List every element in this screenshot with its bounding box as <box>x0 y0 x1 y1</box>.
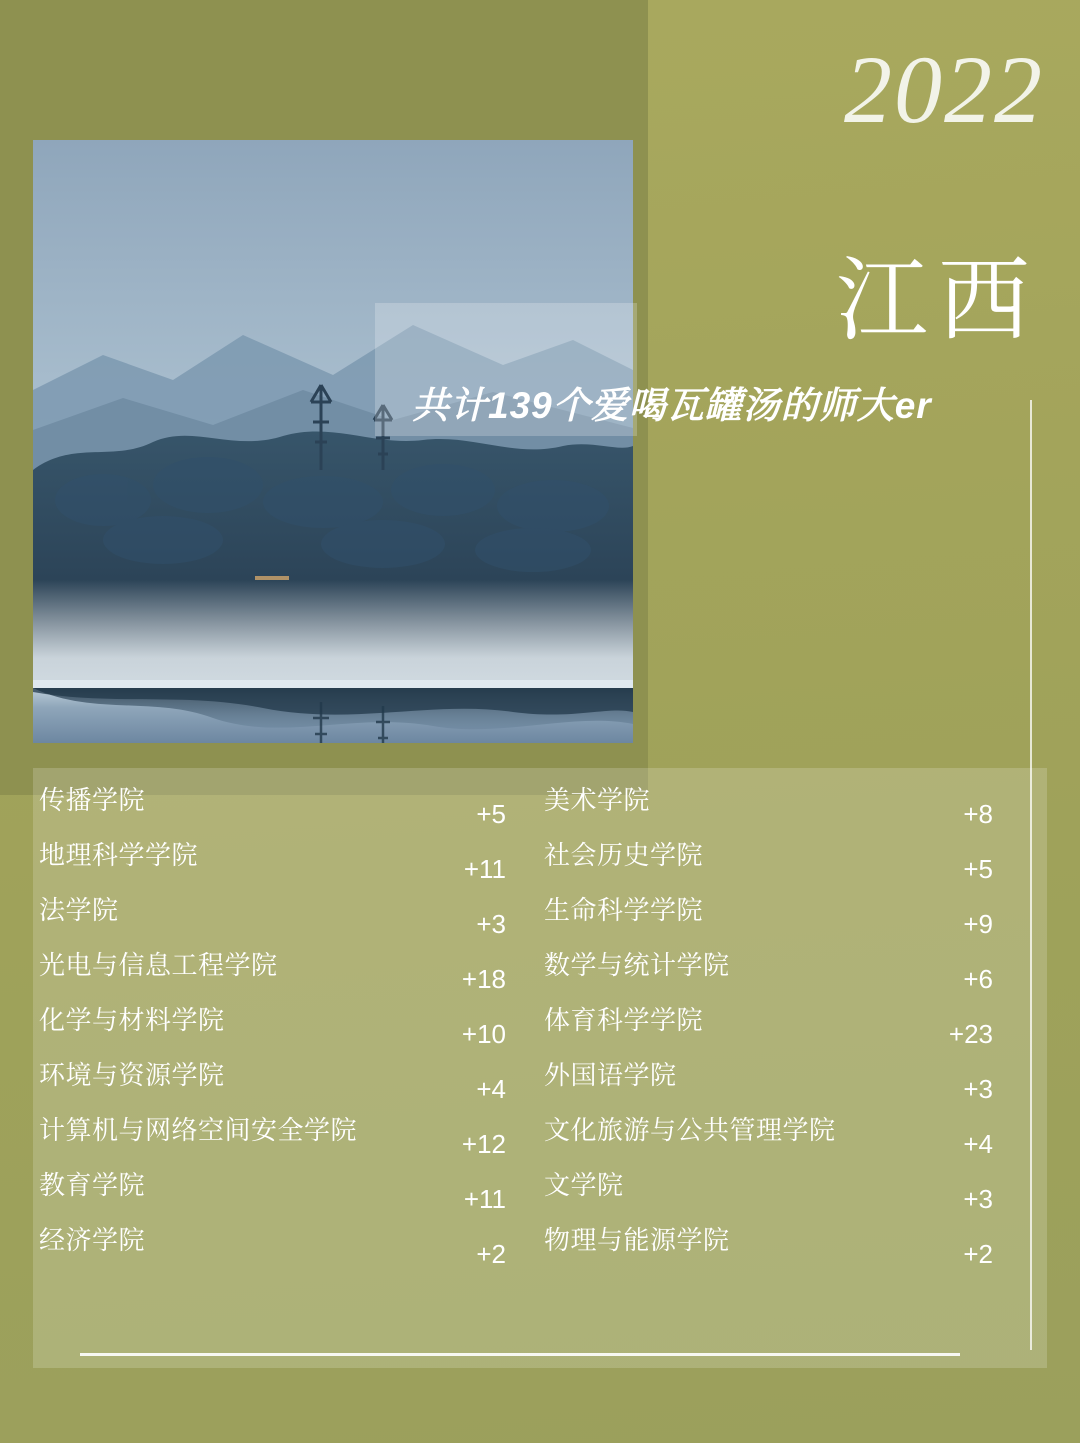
college-name: 教育学院 <box>39 1170 146 1200</box>
college-name: 传播学院 <box>39 785 146 815</box>
college-name: 美术学院 <box>544 785 651 815</box>
list-item <box>544 1110 1047 1165</box>
college-count: +6 <box>963 964 993 994</box>
landscape-photo <box>33 140 633 743</box>
college-count: +9 <box>963 909 993 939</box>
college-count: +5 <box>963 854 993 884</box>
list-item <box>544 890 1047 945</box>
list-item <box>37 1000 540 1055</box>
list-item <box>544 945 1047 1000</box>
college-name: 社会历史学院 <box>544 840 704 870</box>
list-item <box>37 1110 540 1165</box>
college-count: +23 <box>948 1019 993 1049</box>
list-item <box>37 780 540 835</box>
college-name: 体育科学学院 <box>544 1005 704 1035</box>
landscape-photo-graphic <box>33 140 633 743</box>
list-item <box>544 1000 1047 1055</box>
subtitle-text: 共计139个爱喝瓦罐汤的师大er <box>412 385 932 426</box>
list-item <box>544 1055 1047 1110</box>
college-count: +18 <box>461 964 506 994</box>
college-column-left <box>33 780 540 1275</box>
college-count: +4 <box>963 1129 993 1159</box>
list-item <box>37 945 540 1000</box>
college-name: 计算机与网络空间安全学院 <box>39 1115 358 1145</box>
college-count: +4 <box>476 1074 506 1104</box>
college-count: +3 <box>963 1074 993 1104</box>
college-name: 生命科学学院 <box>544 895 704 925</box>
list-item <box>37 1220 540 1275</box>
list-item <box>544 1220 1047 1275</box>
province-title: 江西 <box>835 250 1040 352</box>
college-name: 物理与能源学院 <box>544 1225 730 1255</box>
list-item <box>37 1165 540 1220</box>
college-name: 化学与材料学院 <box>39 1005 225 1035</box>
college-name: 数学与统计学院 <box>544 950 730 980</box>
college-column-right <box>540 780 1047 1275</box>
college-count: +2 <box>963 1239 993 1269</box>
college-count: +3 <box>963 1184 993 1214</box>
college-count: +12 <box>461 1129 506 1159</box>
college-name: 光电与信息工程学院 <box>39 950 278 980</box>
list-item <box>37 890 540 945</box>
college-count: +2 <box>476 1239 506 1269</box>
college-name: 法学院 <box>39 895 119 925</box>
college-count: +8 <box>963 799 993 829</box>
list-item <box>544 835 1047 890</box>
college-count: +5 <box>476 799 506 829</box>
college-name: 地理科学学院 <box>39 840 199 870</box>
college-columns <box>33 780 1047 1275</box>
college-count: +3 <box>476 909 506 939</box>
list-item <box>544 780 1047 835</box>
list-item <box>37 1055 540 1110</box>
college-name: 经济学院 <box>39 1225 146 1255</box>
college-count: +11 <box>463 1184 506 1214</box>
college-name: 环境与资源学院 <box>39 1060 225 1090</box>
college-count: +11 <box>463 854 506 884</box>
college-name: 外国语学院 <box>544 1060 677 1090</box>
bottom-divider <box>80 1353 960 1356</box>
college-name: 文化旅游与公共管理学院 <box>544 1115 836 1145</box>
college-count: +10 <box>461 1019 506 1049</box>
list-item <box>544 1165 1047 1220</box>
college-name: 文学院 <box>544 1170 624 1200</box>
year-label: 2022 <box>844 36 1044 143</box>
list-item <box>37 835 540 890</box>
